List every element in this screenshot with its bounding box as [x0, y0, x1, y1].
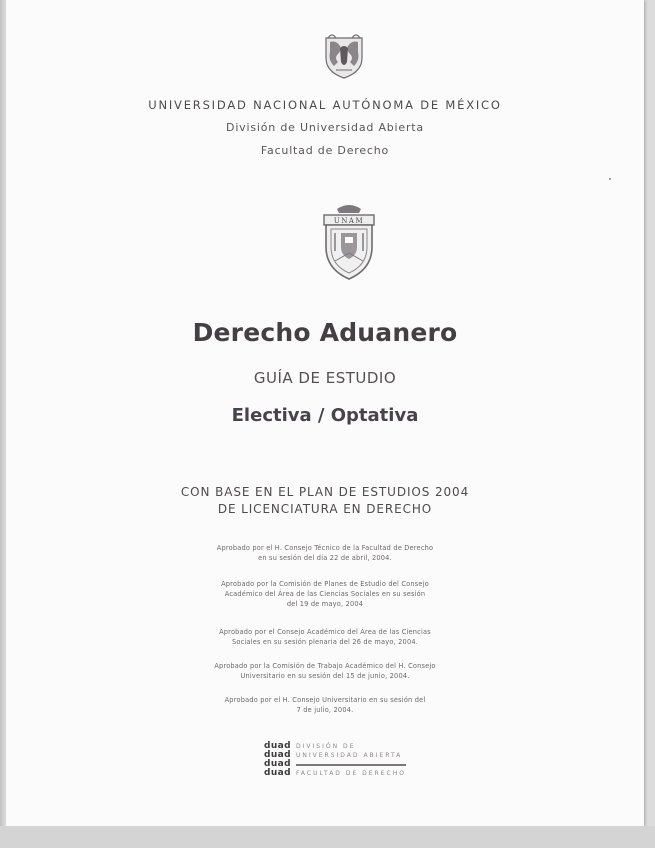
duad-logo-text: UNIVERSIDAD ABIERTA [296, 752, 403, 759]
paper-speck [609, 178, 611, 180]
approval-line: Aprobado por el Consejo Académico del Área de las Ciencias [219, 628, 431, 636]
approval-line: Sociales en su sesión plenaria del 26 de mayo, 2004. [231, 638, 419, 646]
subject-title: Derecho Aduanero [192, 318, 458, 347]
approval-line: Académico del Área de las Ciencias Sociales en su sesión [224, 590, 426, 598]
approval-line: 7 de julio, 2004. [296, 706, 354, 714]
guide-label: GUÍA DE ESTUDIO [253, 369, 397, 387]
duad-logo-mark: duad [264, 741, 291, 751]
approval-line: Aprobado por el H. Consejo Técnico de la Facultad de Derecho [216, 544, 434, 552]
duad-logo-mark: duad [264, 768, 291, 778]
document-page [6, 0, 644, 826]
approval-line: en su sesión del día 22 de abril, 2004. [258, 554, 392, 562]
faculty-shield-icon [321, 203, 377, 281]
approval-note-5 [6, 695, 644, 715]
duad-logo-rule [296, 764, 406, 766]
approval-line: Universitario en su sesión del 15 de junio, 2004. [240, 672, 410, 680]
duad-footer-logo [264, 742, 424, 778]
unam-coat-of-arms-icon [320, 32, 368, 80]
approval-note-2 [6, 579, 644, 609]
duad-logo-mark: duad [264, 759, 291, 769]
plan-line-2: DE LICENCIATURA EN DERECHO [217, 502, 433, 516]
approval-line: Aprobado por la Comisión de Trabajo Académico del H. Consejo [214, 662, 436, 670]
approval-note-1 [6, 543, 644, 563]
scan-bottom-edge [0, 826, 655, 848]
approval-line: del 19 de mayo, 2004 [286, 600, 364, 608]
duad-logo-text: DIVISIÓN DE [296, 743, 356, 750]
approval-line: Aprobado por la Comisión de Planes de Estudio del Consejo [221, 580, 429, 588]
duad-logo-text: FACULTAD DE DERECHO [296, 770, 406, 777]
study-plan-basis [6, 484, 644, 518]
approval-note-4 [6, 661, 644, 681]
shield-text: UNAM [333, 217, 365, 225]
plan-line-1: CON BASE EN EL PLAN DE ESTUDIOS 2004 [180, 485, 470, 499]
approval-line: Aprobado por el H. Consejo Universitario en su sesión del [224, 696, 426, 704]
university-name: UNIVERSIDAD NACIONAL AUTÓNOMA DE MÉXICO [148, 98, 502, 112]
duad-logo-mark: duad [264, 750, 291, 760]
course-type: Electiva / Optativa [231, 405, 419, 426]
faculty-name: Facultad de Derecho [260, 144, 390, 157]
approval-note-3 [6, 627, 644, 647]
division-name: División de Universidad Abierta [226, 121, 424, 134]
